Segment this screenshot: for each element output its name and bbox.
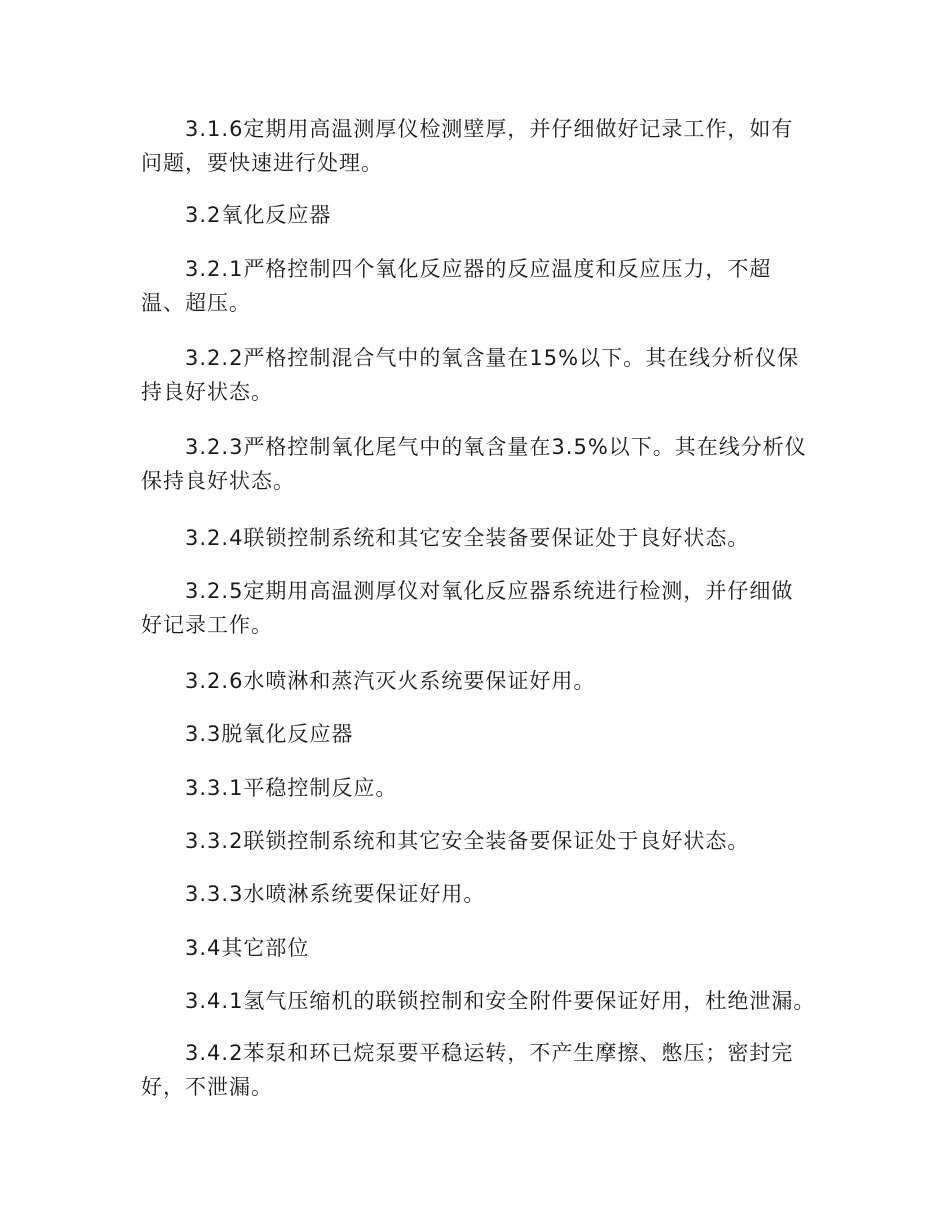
heading-3-2: 3.2氧化反应器 [185, 203, 332, 227]
paragraph-3-2-4: 3.2.4联锁控制系统和其它安全装备要保证处于良好状态。 [185, 526, 750, 550]
paragraph-3-4-2: 3.4.2苯泵和环已烷泵要平稳运转，不产生摩擦、憋压；密封完好，不泄漏。 [141, 1041, 794, 1099]
paragraph-3-3-1: 3.3.1平稳控制反应。 [185, 776, 398, 800]
paragraph-3-3-2: 3.3.2联锁控制系统和其它安全装备要保证处于良好状态。 [185, 829, 750, 853]
paragraph-3-3-3: 3.3.3水喷淋系统要保证好用。 [185, 882, 486, 906]
heading-3-4: 3.4其它部位 [185, 936, 310, 960]
paragraph-3-2-6: 3.2.6水喷淋和蒸汽灭火系统要保证好用。 [185, 669, 596, 693]
paragraph-3-4-1: 3.4.1氢气压缩机的联锁控制和安全附件要保证好用，杜绝泄漏。 [185, 989, 816, 1013]
heading-3-3: 3.3脱氧化反应器 [185, 722, 354, 746]
paragraph-3-2-1: 3.2.1严格控制四个氧化反应器的反应温度和反应压力，不超温、超压。 [141, 257, 772, 315]
paragraph-3-2-2: 3.2.2严格控制混合气中的氧含量在15%以下。其在线分析仪保持良好状态。 [141, 346, 800, 404]
paragraph-3-1-6: 3.1.6定期用高温测厚仪检测壁厚，并仔细做好记录工作，如有问题，要快速进行处理。 [141, 117, 794, 175]
paragraph-3-2-3: 3.2.3严格控制氧化尾气中的氧含量在3.5%以下。其在线分析仪保持良好状态。 [141, 435, 807, 493]
paragraph-3-2-5: 3.2.5定期用高温测厚仪对氧化反应器系统进行检测，并仔细做好记录工作。 [141, 579, 794, 637]
